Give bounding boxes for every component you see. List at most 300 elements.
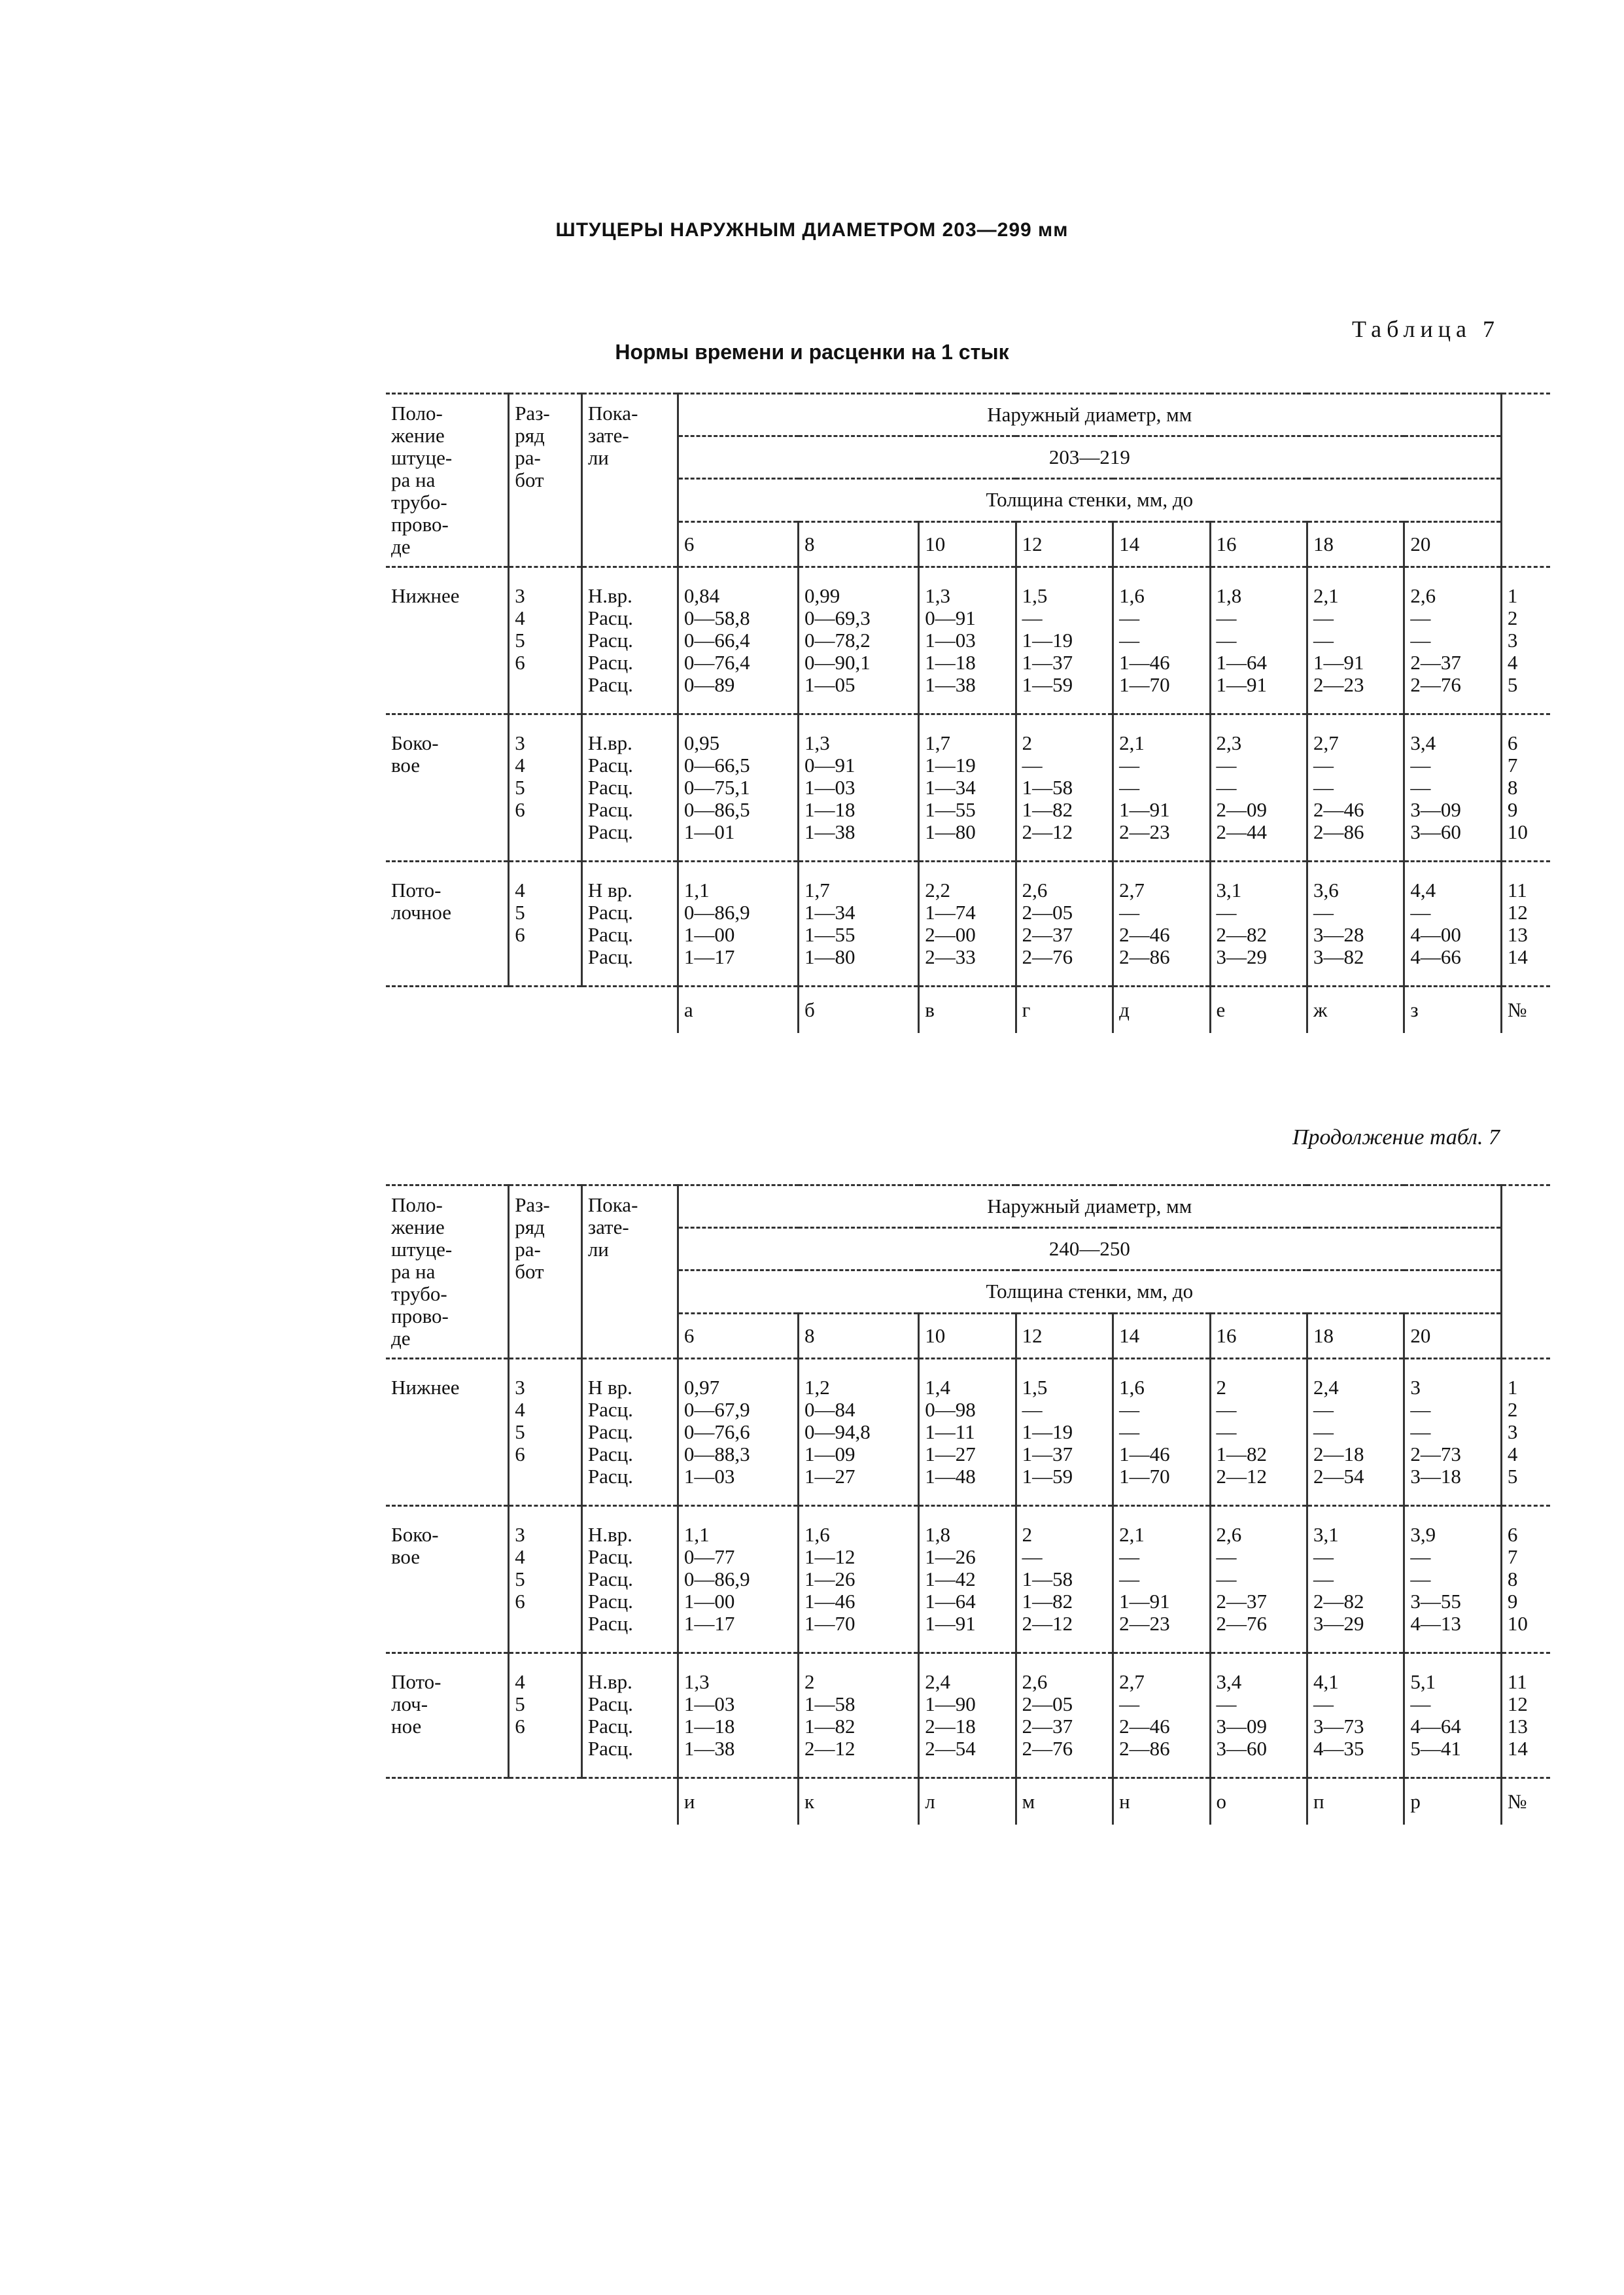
norm-value: 1—27 — [925, 1443, 976, 1465]
value-cell — [1210, 567, 1307, 714]
wall-thickness-value: 10 — [919, 1313, 1016, 1358]
norm-value: — — [1410, 1420, 1431, 1443]
row-number: 1 — [1507, 584, 1518, 607]
norm-value: 1—17 — [683, 1612, 735, 1635]
row-number: 8 — [1507, 1568, 1518, 1590]
norm-value: 3,1 — [1216, 879, 1242, 902]
grade-cell — [509, 1653, 582, 1778]
row-number: 5 — [1507, 1465, 1518, 1488]
norm-value: — — [1410, 606, 1431, 629]
value-cell — [1210, 1653, 1307, 1778]
norm-value: 2—33 — [925, 945, 976, 968]
norm-value: — — [1216, 1420, 1237, 1443]
indicator-value: Расц. — [587, 1612, 633, 1635]
indicator-value: Расц. — [587, 1465, 633, 1488]
norm-value: — — [1313, 754, 1334, 777]
norm-value: — — [1216, 1692, 1237, 1715]
row-number: 12 — [1507, 1692, 1528, 1715]
row-number-cell — [1501, 1653, 1550, 1778]
column-letter: в — [919, 987, 1016, 1034]
norm-value: 1,1 — [683, 879, 710, 902]
row-number-cell — [1501, 714, 1550, 862]
norm-value: 0,84 — [683, 584, 720, 607]
wall-thickness-value: 12 — [1016, 1313, 1113, 1358]
norm-value: 3—29 — [1313, 1612, 1364, 1635]
indicator-value: Расц. — [587, 776, 633, 799]
norm-value: 1,3 — [683, 1670, 710, 1693]
norm-value: 1—38 — [683, 1737, 735, 1760]
norm-value: 2—44 — [1216, 820, 1268, 843]
value-cell — [1307, 1359, 1404, 1506]
wall-thickness-value: 8 — [799, 1313, 919, 1358]
indicator-cell — [581, 1359, 678, 1506]
value-cell — [678, 714, 798, 862]
value-cell — [799, 862, 919, 987]
norm-value: 1—03 — [804, 776, 855, 799]
norm-value: 3—09 — [1410, 798, 1461, 821]
norm-value: 1—48 — [925, 1465, 976, 1488]
norm-value: 1—70 — [1119, 1465, 1170, 1488]
norm-value: — — [1119, 776, 1140, 799]
position-cell: Нижнее — [386, 1359, 509, 1506]
norm-value: 2,7 — [1119, 879, 1145, 902]
indicator-value: Расц. — [587, 1715, 633, 1738]
value-cell — [1113, 1653, 1210, 1778]
grade-cell — [509, 862, 582, 987]
wall-thickness-value: 6 — [678, 1313, 798, 1358]
indicator-value: Расц. — [587, 1692, 633, 1715]
col-header-position: Поло- жение штуце- ра на трубо- прово- де — [386, 394, 509, 567]
value-cell — [799, 714, 919, 862]
norm-value: 2,4 — [925, 1670, 950, 1693]
value-cell — [678, 1506, 798, 1653]
norm-value: 2—54 — [925, 1737, 976, 1760]
grade-value: 4 — [515, 1545, 525, 1568]
value-cell — [1016, 862, 1113, 987]
norm-value: 2—46 — [1313, 798, 1364, 821]
column-letter: о — [1210, 1778, 1307, 1825]
norm-value: — — [1022, 606, 1043, 629]
row-number: 6 — [1507, 731, 1518, 754]
norm-value: 2,6 — [1216, 1523, 1242, 1546]
norm-value: 2,6 — [1410, 584, 1436, 607]
grade-cell — [509, 714, 582, 862]
column-letter: ж — [1307, 987, 1404, 1034]
position-cell: Боко- вое — [386, 1506, 509, 1653]
footer-blank — [509, 1778, 582, 1825]
norm-value: 0—94,8 — [804, 1420, 871, 1443]
row-number: 7 — [1507, 754, 1518, 777]
col-header-indicator: Пока- зате- ли — [581, 394, 678, 567]
norm-value: 1—91 — [1216, 673, 1268, 696]
norm-value: 2,4 — [1313, 1376, 1339, 1399]
footer-number-sign: № — [1501, 987, 1550, 1034]
norm-value: — — [1313, 1692, 1334, 1715]
norms-table-240-250 — [386, 1184, 1550, 1825]
norm-value: 3—82 — [1313, 945, 1364, 968]
indicator-cell — [581, 1506, 678, 1653]
value-cell — [1113, 862, 1210, 987]
wall-thickness-value: 6 — [678, 521, 798, 567]
norm-value: 2—23 — [1313, 673, 1364, 696]
norm-value: 1—80 — [925, 820, 976, 843]
table-row-group — [386, 862, 1550, 987]
col-header-indicator: Пока- зате- ли — [581, 1185, 678, 1359]
norm-value: 1,8 — [925, 1523, 950, 1546]
norm-value: — — [1410, 754, 1431, 777]
norm-value: 0—90,1 — [804, 651, 871, 674]
norm-value: 3,6 — [1313, 879, 1339, 902]
column-letter: б — [799, 987, 919, 1034]
norm-value: 1—12 — [804, 1545, 855, 1568]
row-number: 2 — [1507, 1398, 1518, 1421]
norm-value: 1—34 — [925, 776, 976, 799]
norm-value: 2—23 — [1119, 1612, 1170, 1635]
norm-value: 1—19 — [1022, 1420, 1073, 1443]
row-number: 7 — [1507, 1545, 1518, 1568]
norm-value: 1—82 — [1022, 798, 1073, 821]
norm-value: 1—37 — [1022, 651, 1073, 674]
norm-value: 1,7 — [925, 731, 950, 754]
value-cell — [1210, 1506, 1307, 1653]
row-number: 4 — [1507, 651, 1518, 674]
norm-value: 2—12 — [1022, 820, 1073, 843]
norm-value: 0—86,5 — [683, 798, 750, 821]
norm-value: 1,3 — [925, 584, 950, 607]
norm-value: 1—09 — [804, 1443, 855, 1465]
indicator-value: Расц. — [587, 1737, 633, 1760]
value-cell — [1113, 1506, 1210, 1653]
norm-value: — — [1410, 1568, 1431, 1590]
norm-value: 0—75,1 — [683, 776, 750, 799]
indicator-cell — [581, 862, 678, 987]
wall-thickness-value: 10 — [919, 521, 1016, 567]
col-header-position: Поло- жение штуце- ра на трубо- прово- де — [386, 1185, 509, 1359]
norm-value: 0—89 — [683, 673, 735, 696]
wall-thickness-value: 16 — [1210, 1313, 1307, 1358]
column-letter: к — [799, 1778, 919, 1825]
norm-value: — — [1313, 901, 1334, 924]
norm-value: 1—82 — [1022, 1590, 1073, 1613]
wall-thickness-value: 20 — [1404, 521, 1501, 567]
norm-value: 1—59 — [1022, 673, 1073, 696]
indicator-value: Расц. — [587, 673, 633, 696]
footer-blank — [581, 987, 678, 1034]
norm-value: 0—77 — [683, 1545, 735, 1568]
grade-value: 5 — [515, 1568, 525, 1590]
norm-value: 1,6 — [1119, 1376, 1145, 1399]
norm-value: 2 — [1216, 1376, 1227, 1399]
grade-value: 3 — [515, 1376, 525, 1399]
footer-blank — [386, 987, 509, 1034]
norm-value: 1,8 — [1216, 584, 1242, 607]
col-header-grade: Раз- ряд ра- бот — [509, 394, 582, 567]
norm-value: 0—91 — [925, 606, 976, 629]
norm-value: 5,1 — [1410, 1670, 1436, 1693]
table-subheading: Нормы времени и расценки на 1 стык — [615, 340, 1009, 364]
row-number: 13 — [1507, 923, 1528, 946]
position-cell: Пото- лоч- ное — [386, 1653, 509, 1778]
grade-value: 5 — [515, 776, 525, 799]
wall-thickness-title: Толщина стенки, мм, до — [678, 1270, 1501, 1313]
column-letter: л — [919, 1778, 1016, 1825]
norm-value: 1—17 — [683, 945, 735, 968]
norm-value: — — [1216, 1545, 1237, 1568]
grade-value: 4 — [515, 1670, 525, 1693]
value-cell — [1113, 1359, 1210, 1506]
norm-value: 2—37 — [1216, 1590, 1268, 1613]
grade-value: 5 — [515, 901, 525, 924]
wall-thickness-value: 12 — [1016, 521, 1113, 567]
norm-value: 1—64 — [925, 1590, 976, 1613]
value-cell — [1307, 567, 1404, 714]
norm-value: 1,3 — [804, 731, 830, 754]
column-letter: м — [1016, 1778, 1113, 1825]
row-number: 1 — [1507, 1376, 1518, 1399]
norm-value: — — [1313, 606, 1334, 629]
column-letter: е — [1210, 987, 1307, 1034]
norm-value: — — [1313, 629, 1334, 652]
norm-value: 2—12 — [804, 1737, 855, 1760]
wall-thickness-value: 18 — [1307, 521, 1404, 567]
value-cell — [1016, 1653, 1113, 1778]
value-cell — [919, 862, 1016, 987]
norm-value: 2—54 — [1313, 1465, 1364, 1488]
wall-thickness-value: 14 — [1113, 1313, 1210, 1358]
norm-value: 1,4 — [925, 1376, 950, 1399]
norm-value: 4—00 — [1410, 923, 1461, 946]
norm-value: 1—58 — [1022, 776, 1073, 799]
table-row-group — [386, 1653, 1550, 1778]
value-cell — [1307, 1506, 1404, 1653]
norm-value: 1—74 — [925, 901, 976, 924]
wall-thickness-value: 8 — [799, 521, 919, 567]
value-cell — [799, 1506, 919, 1653]
norm-value: — — [1313, 1568, 1334, 1590]
norm-value: — — [1216, 606, 1237, 629]
norm-value: 1—18 — [925, 651, 976, 674]
indicator-value: Расц. — [587, 1443, 633, 1465]
grade-value: 5 — [515, 1420, 525, 1443]
norm-value: — — [1119, 1545, 1140, 1568]
continuation-label: Продолжение табл. 7 — [1292, 1125, 1500, 1149]
norm-value: 3 — [1410, 1376, 1421, 1399]
norm-value: — — [1410, 901, 1431, 924]
indicator-value: Н.вр. — [587, 584, 632, 607]
indicator-cell — [581, 714, 678, 862]
grade-value: 3 — [515, 731, 525, 754]
position-cell: Пото- лочное — [386, 862, 509, 987]
norm-value: 1—26 — [925, 1545, 976, 1568]
column-letter: г — [1016, 987, 1113, 1034]
row-number: 10 — [1507, 820, 1528, 843]
value-cell — [919, 1359, 1016, 1506]
norm-value: 0—86,9 — [683, 1568, 750, 1590]
value-cell — [678, 862, 798, 987]
column-letter: д — [1113, 987, 1210, 1034]
norm-value: 2—12 — [1216, 1465, 1268, 1488]
col-header-number — [1501, 1185, 1550, 1359]
norm-value: — — [1410, 1545, 1431, 1568]
wall-thickness-value: 18 — [1307, 1313, 1404, 1358]
column-letter: и — [678, 1778, 798, 1825]
norm-value: 0,99 — [804, 584, 840, 607]
norm-value: 2—05 — [1022, 901, 1073, 924]
row-number: 4 — [1507, 1443, 1518, 1465]
indicator-value: Расц. — [587, 754, 633, 777]
indicator-value: Расц. — [587, 923, 633, 946]
norm-value: 2—73 — [1410, 1443, 1461, 1465]
grade-value: 4 — [515, 879, 525, 902]
norm-value: 0—76,6 — [683, 1420, 750, 1443]
diameter-title: Наружный диаметр, мм — [678, 394, 1501, 436]
norm-value: 1—38 — [925, 673, 976, 696]
table-row-group — [386, 714, 1550, 862]
column-letter: н — [1113, 1778, 1210, 1825]
value-cell — [1016, 1359, 1113, 1506]
grade-value: 4 — [515, 754, 525, 777]
norm-value: 1—19 — [925, 754, 976, 777]
row-number-cell — [1501, 1359, 1550, 1506]
norm-value: 3,9 — [1410, 1523, 1436, 1546]
norm-value: 0—86,9 — [683, 901, 750, 924]
value-cell — [1016, 567, 1113, 714]
value-cell — [678, 567, 798, 714]
norm-value: 2—82 — [1313, 1590, 1364, 1613]
value-cell — [919, 714, 1016, 862]
norm-value: 4,1 — [1313, 1670, 1339, 1693]
indicator-value: Н.вр. — [587, 731, 632, 754]
norm-value: — — [1410, 1398, 1431, 1421]
row-number: 10 — [1507, 1612, 1528, 1635]
indicator-value: Н.вр. — [587, 1670, 632, 1693]
row-number-cell — [1501, 567, 1550, 714]
row-number: 8 — [1507, 776, 1518, 799]
norm-value: 2,7 — [1313, 731, 1339, 754]
norm-value: 1—00 — [683, 923, 735, 946]
norm-value: 1—58 — [804, 1692, 855, 1715]
norm-value: — — [1119, 901, 1140, 924]
norm-value: 3—28 — [1313, 923, 1364, 946]
grade-value: 5 — [515, 1692, 525, 1715]
norm-value: — — [1119, 1398, 1140, 1421]
value-cell — [1404, 862, 1501, 987]
norm-value: 2,1 — [1313, 584, 1339, 607]
row-number-cell — [1501, 862, 1550, 987]
diameter-range: 203—219 — [678, 436, 1501, 479]
norm-value: 1,6 — [1119, 584, 1145, 607]
grade-cell — [509, 1359, 582, 1506]
norm-value: 4—35 — [1313, 1737, 1364, 1760]
norm-value: 3—55 — [1410, 1590, 1461, 1613]
wall-thickness-title: Толщина стенки, мм, до — [678, 479, 1501, 521]
norm-value: 3—60 — [1410, 820, 1461, 843]
norm-value: 1,2 — [804, 1376, 830, 1399]
norm-value: 0—66,5 — [683, 754, 750, 777]
norm-value: — — [1022, 754, 1043, 777]
norm-value: 2—37 — [1022, 1715, 1073, 1738]
norm-value: 1,7 — [804, 879, 830, 902]
row-number: 14 — [1507, 945, 1528, 968]
table-row-group — [386, 1359, 1550, 1506]
norm-value: 2—76 — [1022, 1737, 1073, 1760]
norm-value: 5—41 — [1410, 1737, 1461, 1760]
norm-value: 0,97 — [683, 1376, 720, 1399]
norm-value: 1—80 — [804, 945, 855, 968]
norm-value: 2—37 — [1022, 923, 1073, 946]
row-number: 2 — [1507, 606, 1518, 629]
norm-value: 1—55 — [804, 923, 855, 946]
norm-value: — — [1313, 1545, 1334, 1568]
norm-value: 2 — [1022, 1523, 1033, 1546]
norm-value: 1—34 — [804, 901, 855, 924]
norm-value: 0—66,4 — [683, 629, 750, 652]
grade-value: 6 — [515, 1715, 525, 1738]
grade-value: 3 — [515, 584, 525, 607]
grade-value: 6 — [515, 1590, 525, 1613]
norm-value: — — [1119, 1568, 1140, 1590]
page-heading: ШТУЦЕРЫ НАРУЖНЫМ ДИАМЕТРОМ 203—299 мм — [555, 219, 1069, 241]
norm-value: — — [1216, 1568, 1237, 1590]
footer-blank — [581, 1778, 678, 1825]
value-cell — [1210, 862, 1307, 987]
value-cell — [799, 567, 919, 714]
norm-value: 2—18 — [1313, 1443, 1364, 1465]
grade-value: 3 — [515, 1523, 525, 1546]
norm-value: 2—46 — [1119, 923, 1170, 946]
indicator-value: Расц. — [587, 945, 633, 968]
norm-value: 1—64 — [1216, 651, 1268, 674]
value-cell — [919, 1506, 1016, 1653]
column-letter: п — [1307, 1778, 1404, 1825]
norm-value: 1,6 — [804, 1523, 830, 1546]
norm-value: — — [1313, 1398, 1334, 1421]
value-cell — [1016, 714, 1113, 862]
col-header-number — [1501, 394, 1550, 567]
norm-value: 1—03 — [925, 629, 976, 652]
norm-value: — — [1022, 1398, 1043, 1421]
value-cell — [1113, 567, 1210, 714]
row-number: 6 — [1507, 1523, 1518, 1546]
grade-value: 5 — [515, 629, 525, 652]
value-cell — [1307, 714, 1404, 862]
norm-value: 2—05 — [1022, 1692, 1073, 1715]
norm-value: — — [1119, 1692, 1140, 1715]
norm-value: 1—70 — [804, 1612, 855, 1635]
norm-value: 1—18 — [683, 1715, 735, 1738]
column-letter: а — [678, 987, 798, 1034]
norm-value: 1,5 — [1022, 1376, 1048, 1399]
norm-value: 1—19 — [1022, 629, 1073, 652]
norm-value: 3—09 — [1216, 1715, 1268, 1738]
wall-thickness-value: 16 — [1210, 521, 1307, 567]
col-header-grade: Раз- ряд ра- бот — [509, 1185, 582, 1359]
norm-value: 1—70 — [1119, 673, 1170, 696]
norm-value: 4—64 — [1410, 1715, 1461, 1738]
indicator-value: Расц. — [587, 1420, 633, 1443]
indicator-value: Расц. — [587, 820, 633, 843]
norm-value: 0—58,8 — [683, 606, 750, 629]
norm-value: 1—42 — [925, 1568, 976, 1590]
norm-value: 1—46 — [804, 1590, 855, 1613]
row-number: 9 — [1507, 1590, 1518, 1613]
table-row-group — [386, 1506, 1550, 1653]
norm-value: — — [1216, 901, 1237, 924]
table-number-label: Таблица 7 — [1352, 316, 1500, 342]
table-row-group — [386, 567, 1550, 714]
value-cell — [1404, 1653, 1501, 1778]
norm-value: 2—12 — [1022, 1612, 1073, 1635]
